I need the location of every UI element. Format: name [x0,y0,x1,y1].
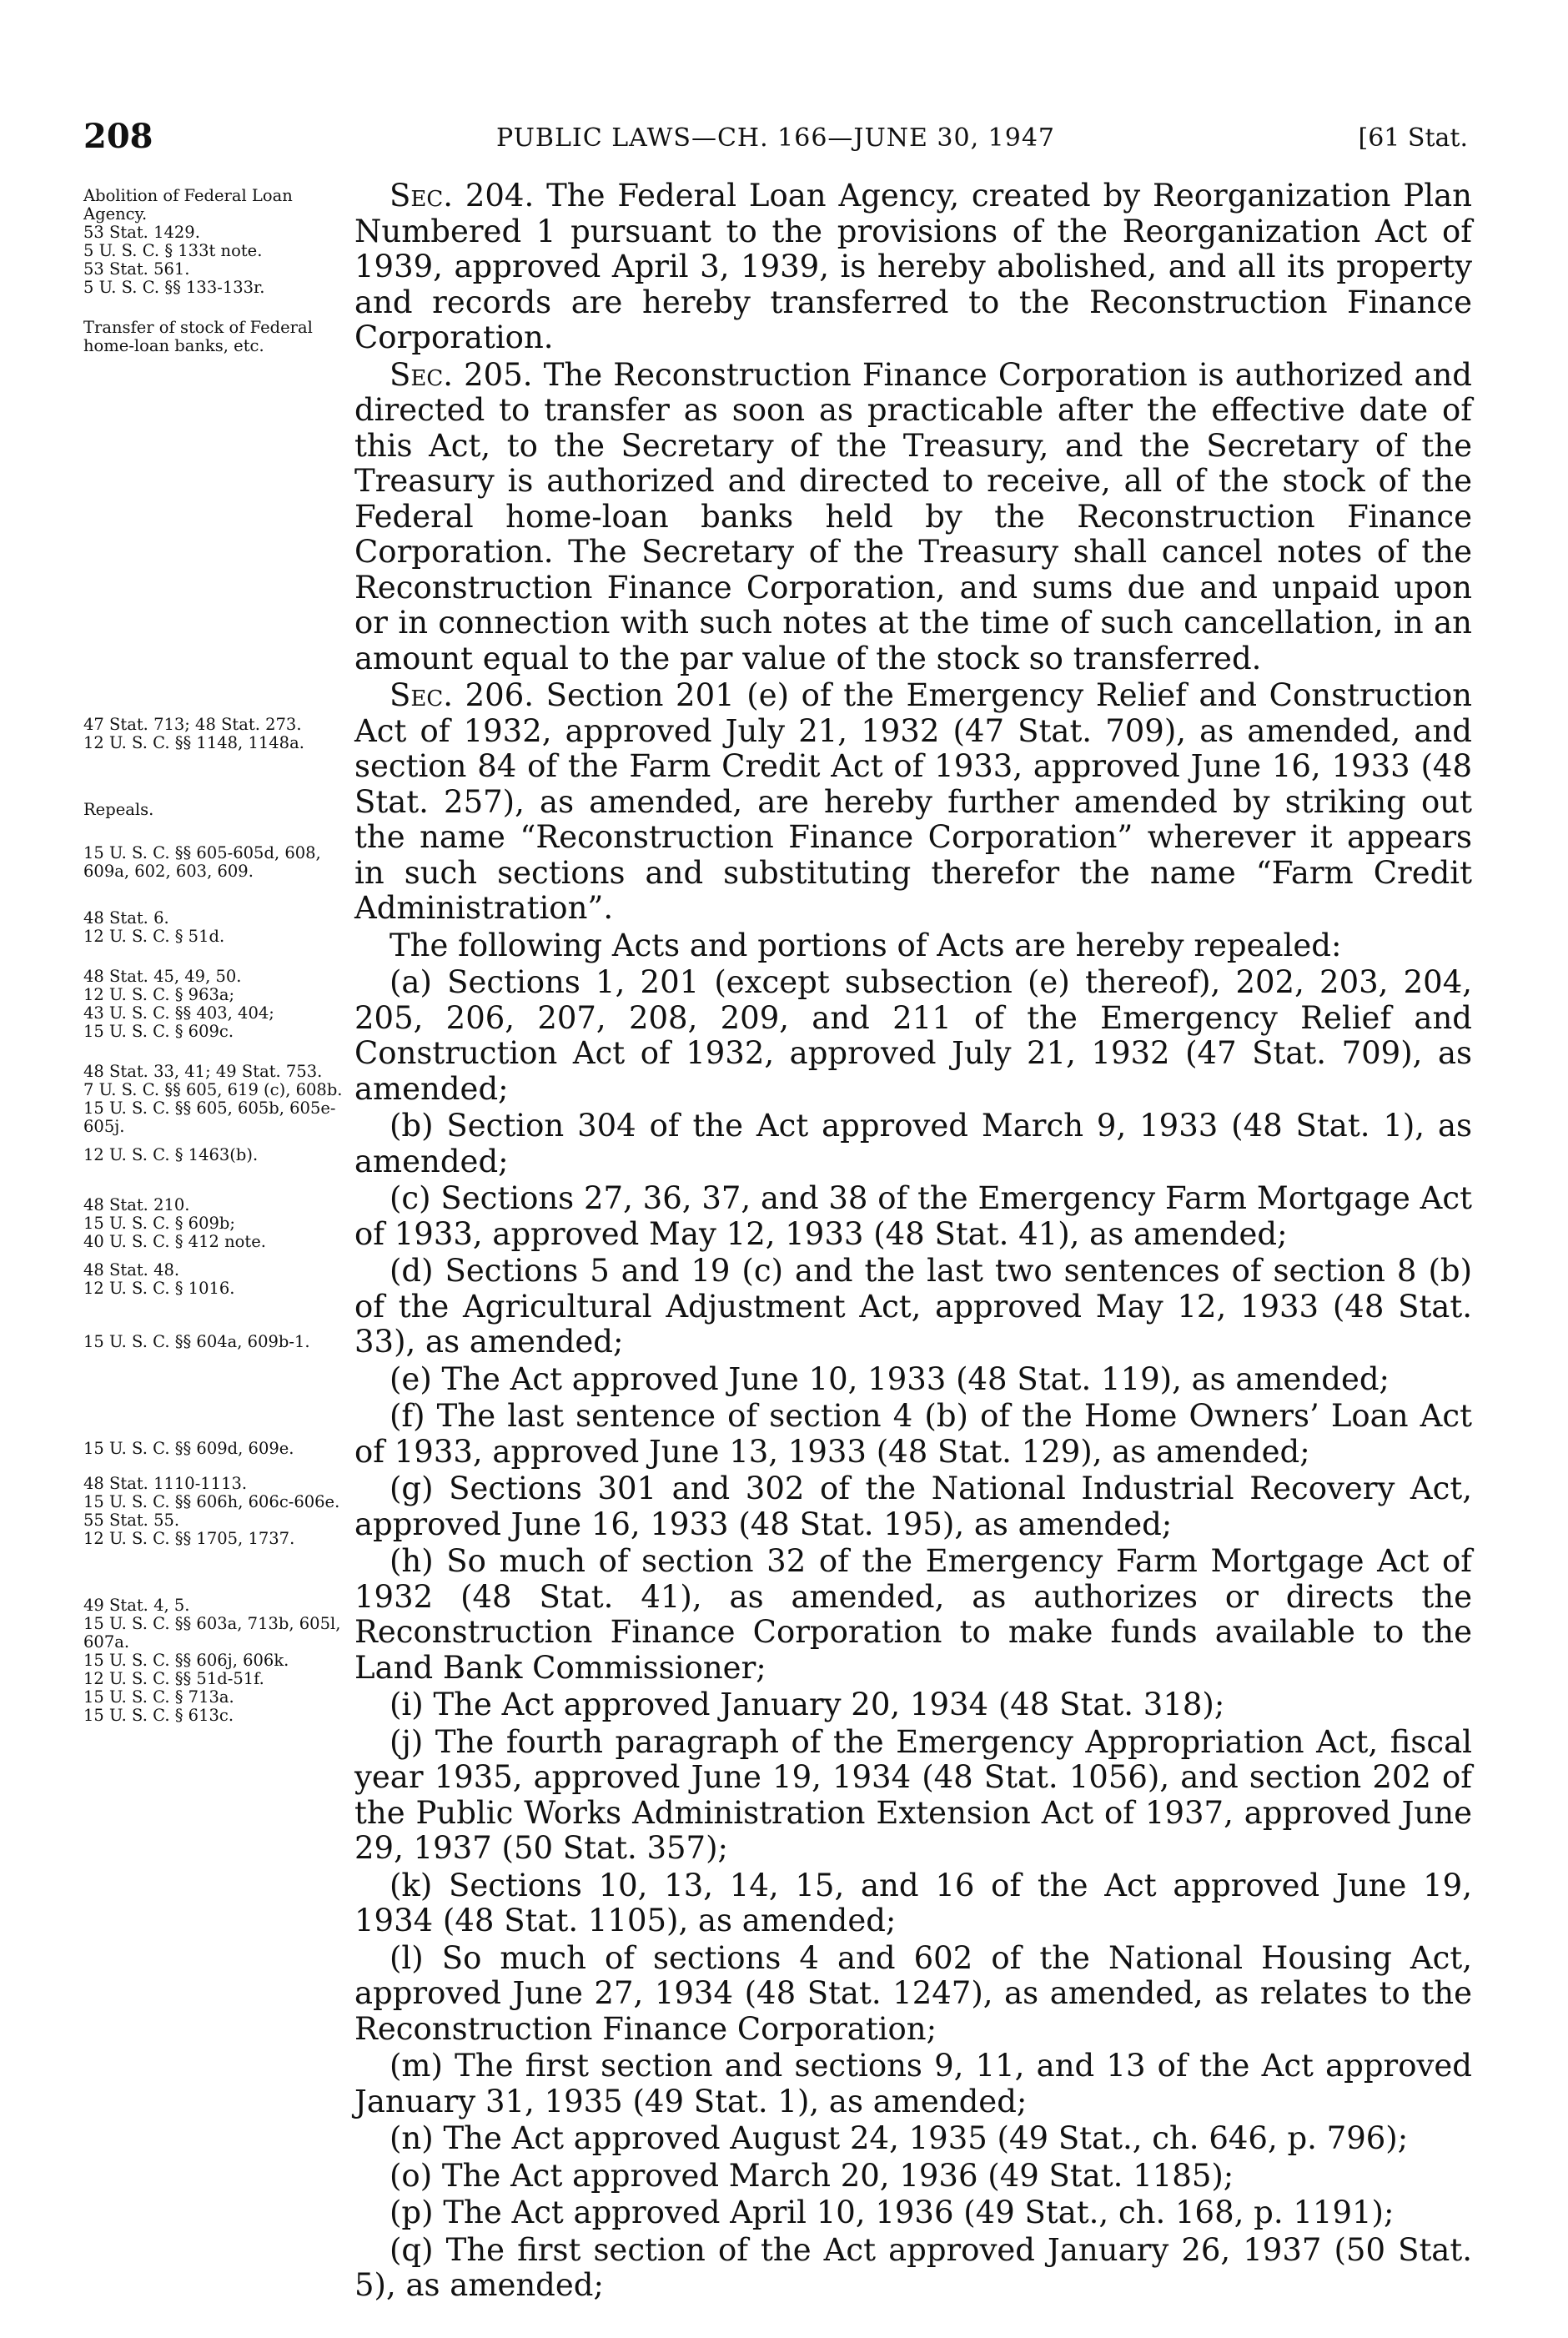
repeals-intro: The following Acts and portions of Acts are hereby repealed: [389,927,1342,963]
section-number: Sec. 204. [389,178,535,214]
margin-note: 48 Stat. 33, 41; 49 Stat. 753. [83,1062,323,1081]
main-text [354,178,1472,2305]
margin-note: 53 Stat. 561. [83,259,190,279]
margin-note: 40 U. S. C. § 412 note. [83,1232,266,1251]
margin-notes [83,187,349,1735]
repeal-item: (i) The Act approved January 20, 1934 (48 Stat. 318); [389,1687,1225,1722]
margin-note: 12 U. S. C. § 51d. [83,927,225,946]
margin-note: 15 U. S. C. §§ 603a, 713b, 605l, 607a. [83,1614,341,1652]
repeal-item: (b) Section 304 of the Act approved March 9, 1933 (48 Stat. 1), as amended; [354,1108,1472,1179]
section-text: The Reconstruction Finance Corporation is authorized and directed to transfer as soon as practicable after the effective date of this Act, to the Secretary of the Treasury, and the Secretary of the Treasury is authorized and directed to receive, all of the stock of the Federal home-loan banks held by the Reconstruction Finance Corporation. The Secretary of the Treasury shall cancel notes of the Reconstruction Finance Corporation, and sums due and unpaid upon or in connection with such notes at the time of such cancellation, in an amount equal to the par value of the stock so transferred. [354,356,1472,676]
section-number: Sec. 205. [389,356,533,393]
repeal-item: (o) The Act approved March 20, 1936 (49 Stat. 1185); [389,2157,1234,2194]
margin-note: 12 U. S. C. § 963a; [83,985,235,1004]
margin-note: 48 Stat. 1110-1113. [83,1474,248,1493]
margin-note: 15 U. S. C. §§ 606h, 606c-606e. [83,1492,340,1511]
margin-note: 43 U. S. C. §§ 403, 404; [83,1003,274,1023]
margin-note: 48 Stat. 45, 49, 50. [83,967,242,986]
section-204 [354,178,1472,356]
margin-note: Transfer of stock of Federal home-loan banks, etc. [83,318,313,355]
section-205 [354,358,1472,677]
repeal-item: (n) The Act approved August 24, 1935 (49 Stat., ch. 646, p. 796); [389,2120,1409,2156]
page-number: 208 [83,117,153,156]
margin-note: Abolition of Federal Loan Agency. [83,186,293,224]
repeal-item: (f) The last sentence of section 4 (b) of the Home Owners’ Loan Act of 1933, approved June 13, 1933 (48 Stat. 129), as amended; [354,1398,1472,1470]
section-text: Section 201 (e) of the Emergency Relief and Construction Act of 1932, approved July 21, 1932 (47 Stat. 709), as amended, and section 84 of the Farm Credit Act of 1933, approved June 16, 1933 (48 Stat. 257), as amended, are hereby further amended by striking out the name “Reconstruction Finance Corporation” wherever it appears in such sections and substituting therefor the name “Farm Credit Administration”. [354,677,1473,926]
page-header [83,117,1468,167]
margin-note: 5 U. S. C. § 133t note. [83,241,263,260]
margin-note: 48 Stat. 48. [83,1260,180,1280]
section-206 [354,678,1472,927]
margin-note: 55 Stat. 55. [83,1511,180,1530]
statute-reference: [61 Stat. [1358,123,1468,153]
repeal-item: (p) The Act approved April 10, 1936 (49 Stat., ch. 168, p. 1191); [389,2195,1395,2230]
margin-note: 15 U. S. C. §§ 606j, 606k. [83,1651,289,1670]
margin-note: 53 Stat. 1429. [83,223,200,242]
margin-note: 12 U. S. C. §§ 1148, 1148a. [83,733,304,752]
margin-note: 15 U. S. C. §§ 605, 605b, 605e-605j. [83,1099,336,1136]
section-text: The Federal Loan Agency, created by Reorganization Plan Numbered 1 pursuant to the provisions of the Reorganization Act of 1939, approved April 3, 1939, is hereby abolished, and all its property and records are hereby transferred to the Reconstruction Finance Corporation. [354,178,1472,355]
repeal-item: (e) The Act approved June 10, 1933 (48 Stat. 119), as amended; [389,1360,1390,1397]
repeal-item: (m) The first section and sections 9, 11, and 13 of the Act approved January 31, 1935 (49 Stat. 1), as amended; [354,2048,1472,2119]
margin-note: 7 U. S. C. §§ 605, 619 (c), 608b. [83,1080,343,1099]
margin-note: 12 U. S. C. §§ 51d-51f. [83,1669,264,1688]
margin-note: Repeals. [83,800,154,819]
repeal-item: (l) So much of sections 4 and 602 of the National Housing Act, approved June 27, 1934 (48 Stat. 1247), as amended, as relates to the Reconstruction Finance Corporation; [354,1939,1472,2047]
repeal-item: (c) Sections 27, 36, 37, and 38 of the Emergency Farm Mortgage Act of 1933, approved May 12, 1933 (48 Stat. 41), as amended; [354,1180,1472,1252]
repeal-item: (q) The first section of the Act approved January 26, 1937 (50 Stat. 5), as amended; [354,2231,1472,2303]
margin-note: 15 U. S. C. § 613c. [83,1706,234,1725]
repeal-item: (j) The fourth paragraph of the Emergency Appropriation Act, fiscal year 1935, approved June 19, 1934 (48 Stat. 1056), and section 202 of the Public Works Administration Extension Act of 1937, approved June 29, 1937 (50 Stat. 357); [354,1723,1472,1866]
section-number: Sec. 206. [389,677,534,713]
margin-note: 47 Stat. 713; 48 Stat. 273. [83,715,302,734]
margin-note: 15 U. S. C. § 609b; [83,1214,235,1233]
repeal-item: (g) Sections 301 and 302 of the National Industrial Recovery Act, approved June 16, 1933 (48 Stat. 195), as amended; [354,1471,1472,1542]
margin-note: 48 Stat. 210. [83,1195,190,1214]
margin-note: 12 U. S. C. § 1463(b). [83,1145,259,1164]
repeal-item: (k) Sections 10, 13, 14, 15, and 16 of the Act approved June 19, 1934 (48 Stat. 1105), as amended; [354,1867,1472,1938]
repeal-item: (h) So much of section 32 of the Emergency Farm Mortgage Act of 1932 (48 Stat. 41), as amended, as authorizes or directs the Reconstruction Finance Corporation to make funds available to the Land Bank Commissioner; [354,1543,1472,1686]
margin-note: 12 U. S. C. §§ 1705, 1737. [83,1529,295,1548]
repeal-item: (a) Sections 1, 201 (except subsection (e) thereof), 202, 203, 204, 205, 206, 207, 208, 209, and 211 of the Emergency Relief and Construction Act of 1932, approved July 21, 1932 (47 Stat. 709), as amended; [354,964,1472,1107]
repeal-item: (d) Sections 5 and 19 (c) and the last two sentences of section 8 (b) of the Agricultural Adjustment Act, approved May 12, 1933 (48 Stat. 33), as amended; [354,1253,1472,1360]
running-title: PUBLIC LAWS—CH. 166—JUNE 30, 1947 [495,123,1056,153]
margin-note: 12 U. S. C. § 1016. [83,1279,235,1298]
margin-note: 15 U. S. C. §§ 609d, 609e. [83,1439,294,1458]
margin-note: 15 U. S. C. § 713a. [83,1687,234,1707]
margin-note: 5 U. S. C. §§ 133-133r. [83,278,265,297]
margin-note: 48 Stat. 6. [83,908,169,928]
margin-note: 49 Stat. 4, 5. [83,1596,190,1615]
margin-note: 15 U. S. C. §§ 604a, 609b-1. [83,1332,310,1351]
margin-note: 15 U. S. C. § 609c. [83,1022,234,1041]
margin-note: 15 U. S. C. §§ 605-605d, 608, 609a, 602, 603, 609. [83,843,321,881]
